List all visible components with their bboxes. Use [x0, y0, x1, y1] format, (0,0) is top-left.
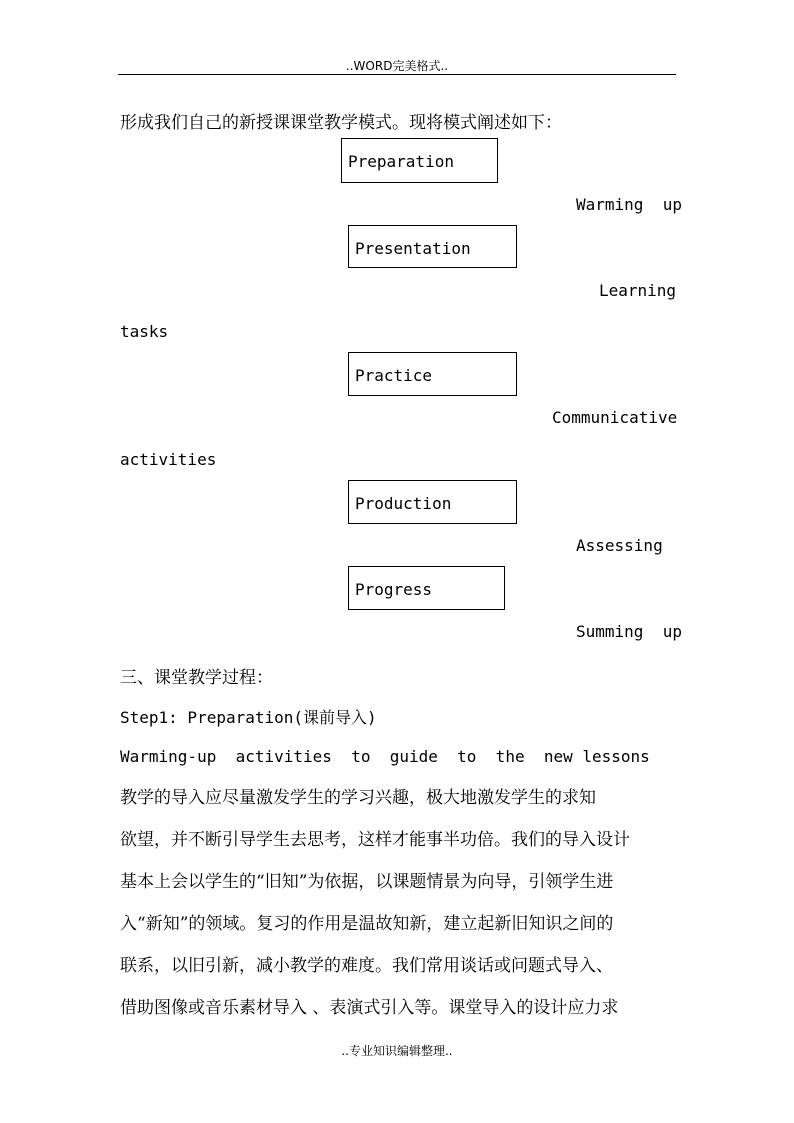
model-box-label: Production [355, 494, 452, 513]
note-activities: activities [120, 450, 217, 469]
step1-heading: Step1: Preparation(课前导入) [120, 708, 377, 727]
paragraph-line: 入“新知”的领域。复习的作用是温故知新，建立起新旧知识之间的 [120, 914, 614, 934]
header-rule [118, 74, 676, 75]
model-box-label: Preparation [348, 152, 454, 171]
step1-subtitle: Warming-up activities to guide to the new lessons [120, 747, 650, 766]
note-warming-up: Warming up [576, 195, 682, 214]
paragraph-line: 欲望，并不断引导学生去思考，这样才能事半功倍。我们的导入设计 [120, 830, 630, 850]
body-paragraph [120, 777, 676, 1029]
intro-line: 形成我们自己的新授课课堂教学模式。现将模式阐述如下： [120, 113, 562, 133]
note-communicative: Communicative [552, 408, 678, 427]
paragraph-line: 基本上会以学生的“旧知”为依据，以课题情景为向导，引领学生进 [120, 872, 614, 892]
page-header: ..WORD完美格式.. [345, 59, 449, 73]
note-tasks: tasks [120, 322, 169, 341]
model-box-label: Progress [355, 580, 433, 599]
note-summing-up: Summing up [576, 622, 682, 641]
paragraph-line: 教学的导入应尽量激发学生的学习兴趣，极大地激发学生的求知 [120, 788, 596, 808]
model-box-production [348, 480, 517, 524]
paragraph-line: 借助图像或音乐素材导入 、表演式引入等。课堂导入的设计应力求 [120, 998, 619, 1018]
model-box-label: Presentation [355, 239, 471, 258]
page-footer: ..专业知识编辑整理.. [341, 1044, 453, 1058]
model-box-progress [348, 566, 505, 610]
model-box-practice [348, 352, 517, 396]
note-assessing: Assessing [576, 536, 663, 555]
paragraph-line: 联系，以旧引新，减小教学的难度。我们常用谈话或问题式导入、 [120, 956, 613, 976]
section-title: 三、课堂教学过程： [120, 668, 273, 688]
model-box-preparation [341, 138, 498, 183]
note-learning: Learning [599, 281, 677, 300]
model-box-label: Practice [355, 366, 433, 385]
model-box-presentation [348, 225, 517, 268]
